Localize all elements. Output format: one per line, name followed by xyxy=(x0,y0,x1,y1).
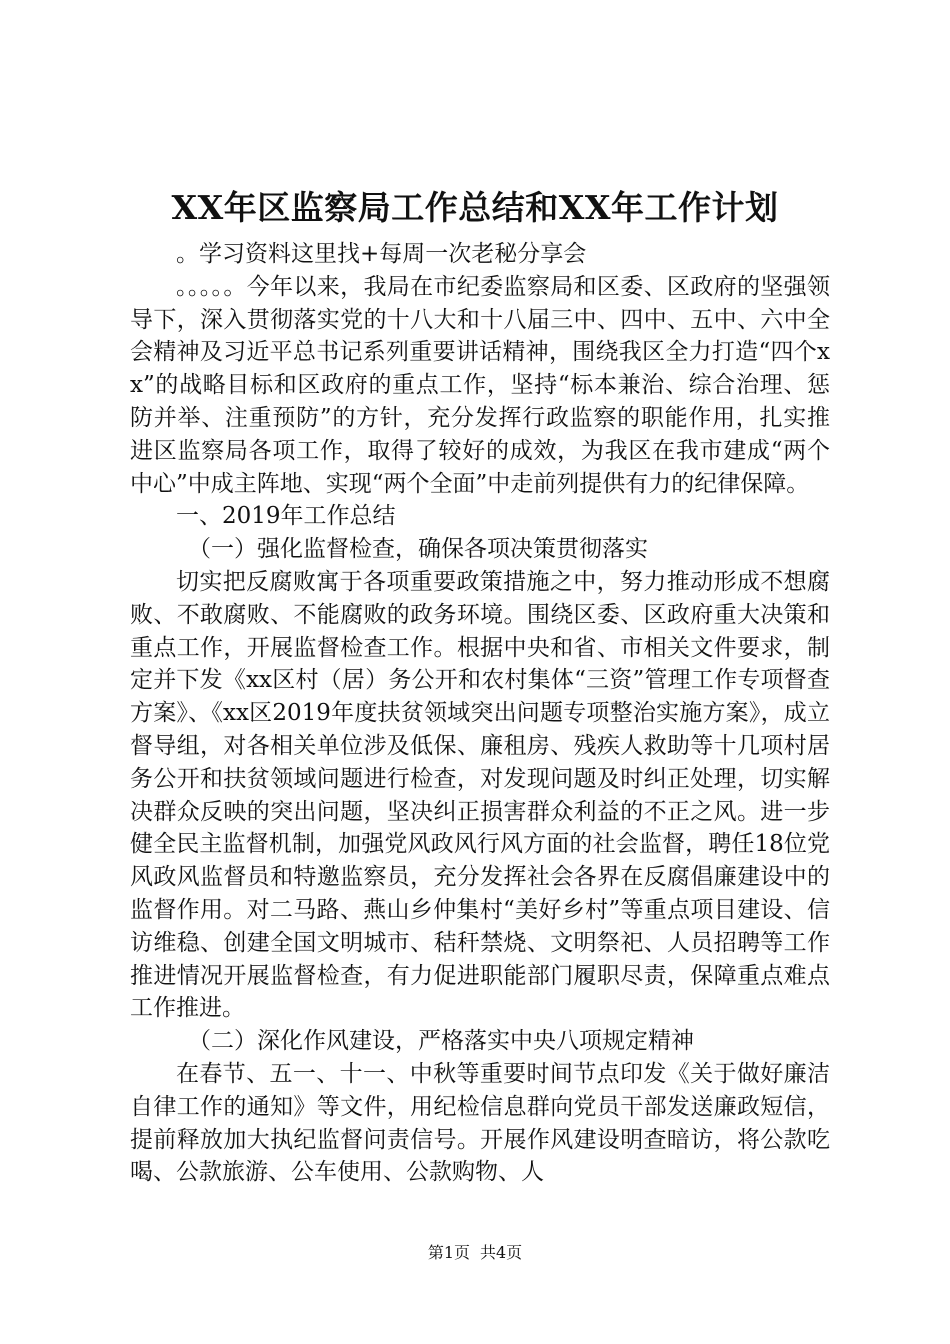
paragraph-intro: 。。。。。今年以来，我局在市纪委监察局和区委、区政府的坚强领导下，深入贯彻落实党的十八大和十八届三中、四中、五中、六中全会精神及习近平总书记系列重要讲话精神，围绕我区全力打造“四个xx”的战略目标和区政府的重点工作，坚持“标本兼治、综合治理、惩防并举、注重预防”的方针，充分发挥行政监察的职能作用，扎实推进区监察局各项工作，取得了较好的成效，为我区在我市建成“两个中心”中成主阵地、实现“两个全面”中走前列提供有力的纪律保障。 xyxy=(130,273,830,497)
document-title: XX年区监察局工作总结和XX年工作计划 xyxy=(171,188,779,227)
section-heading-summary: 一、2019年工作总结 xyxy=(176,503,396,530)
paragraph-promo: 。学习资料这里找+每周一次老秘分享会 xyxy=(176,241,587,267)
paragraph-supervision: 切实把反腐败寓于各项重要政策措施之中，努力推动形成不想腐败、不敢腐败、不能腐败的政务环境。围绕区委、区政府重大决策和重点工作，开展监督检查工作。根据中央和省、市相关文件要求，制定并下发《xx区村（居）务公开和农村集体“三资”管理工作专项督查方案》、《xx区2019年度扶贫领域突出问题专项整治实施方案》，成立督导组，对各相关单位涉及低保、廉租房、残疾人救助等十几项村居务公开和扶贫领域问题进行检查，对发现问题及时纠正处理，切实解决群众反映的突出问题，坚决纠正损害群众利益的不正之风。进一步健全民主监督机制，加强党风政风行风方面的社会监督，聘任18位党风政风监督员和特邀监察员，充分发挥社会各界在反腐倡廉建设中的监督作用。对二马路、燕山乡仲集村“美好乡村”等重点项目建设、信访维稳、创建全国文明城市、秸秆禁烧、文明祭祀、人员招聘等工作推进情况开展监督检查，有力促进职能部门履职尽责，保障重点难点工作推进。 xyxy=(130,568,830,1022)
paragraph-conduct: 在春节、五一、十一、中秋等重要时间节点印发《关于做好廉洁自律工作的通知》等文件，用纪检信息群向党员干部发送廉政短信，提前释放加大执纪监督问责信号。开展作风建设明查暗访，将公款吃喝、公款旅游、公车使用、公款购物、人 xyxy=(130,1060,830,1186)
page-footer xyxy=(0,1243,950,1263)
document-body xyxy=(130,238,830,1189)
subsection-heading-1: （一）强化监督检查，确保各项决策贯彻落实 xyxy=(188,536,648,563)
page-total: 共4页 xyxy=(480,1243,523,1262)
page-number: 第1页 xyxy=(427,1243,470,1262)
subsection-heading-2: （二）深化作风建设，严格落实中央八项规定精神 xyxy=(188,1028,694,1055)
